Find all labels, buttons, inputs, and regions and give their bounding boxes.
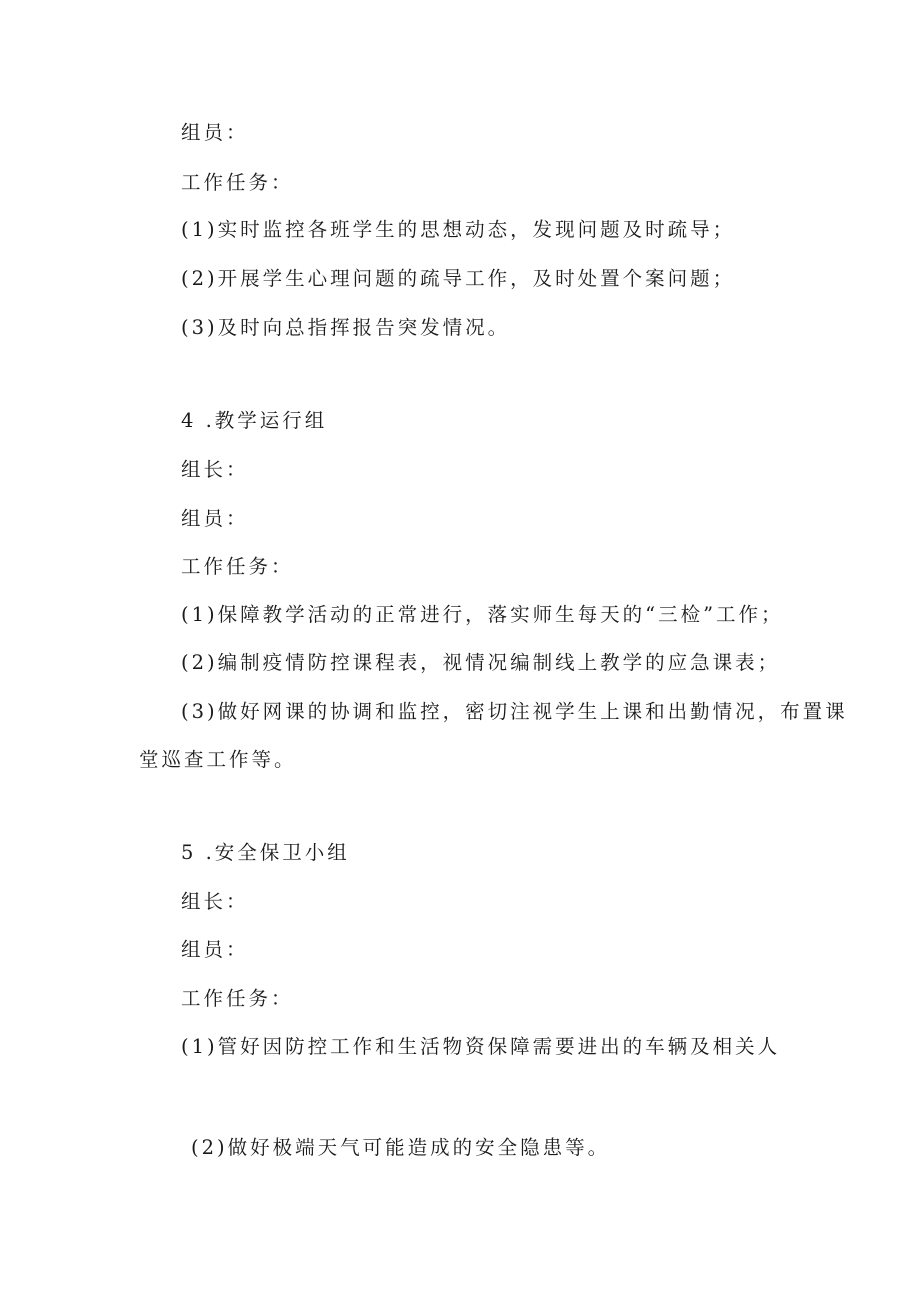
section5-members-label: 组员： [181, 938, 249, 961]
section5-heading: 5 .安全保卫小组 [181, 841, 350, 864]
section4-task-3-continued: 堂巡查工作等。 [139, 748, 297, 771]
section4-leader-label: 组长： [181, 458, 249, 481]
section5-tasks-label: 工作任务： [181, 987, 294, 1010]
section4-task-1: (1)保障教学活动的正常进行，落实师生每天的“三检”工作； [181, 603, 784, 626]
section5-task-2: (2)做好极端天气可能造成的安全隐患等。 [191, 1136, 611, 1159]
section4-members-label: 组员： [181, 507, 249, 530]
section3-task-3: (3)及时向总指挥报告突发情况。 [181, 316, 511, 339]
section5-task-1: (1)管好因防控工作和生活物资保障需要进出的车辆及相关人 [181, 1035, 781, 1058]
section4-task-3: (3)做好网课的协调和监控，密切注视学生上课和出勤情况，布置课 [181, 700, 848, 723]
section4-task-2: (2)编制疫情防控课程表，视情况编制线上教学的应急课表； [181, 651, 781, 674]
section3-members-label: 组员： [181, 121, 249, 144]
section3-task-2: (2)开展学生心理问题的疏导工作，及时处置个案问题； [181, 267, 736, 290]
section3-tasks-label: 工作任务： [181, 171, 294, 194]
section5-leader-label: 组长： [181, 890, 249, 913]
section4-tasks-label: 工作任务： [181, 555, 294, 578]
section3-task-1: (1)实时监控各班学生的思想动态，发现问题及时疏导； [181, 218, 736, 241]
section4-heading: 4 .教学运行组 [181, 409, 328, 432]
